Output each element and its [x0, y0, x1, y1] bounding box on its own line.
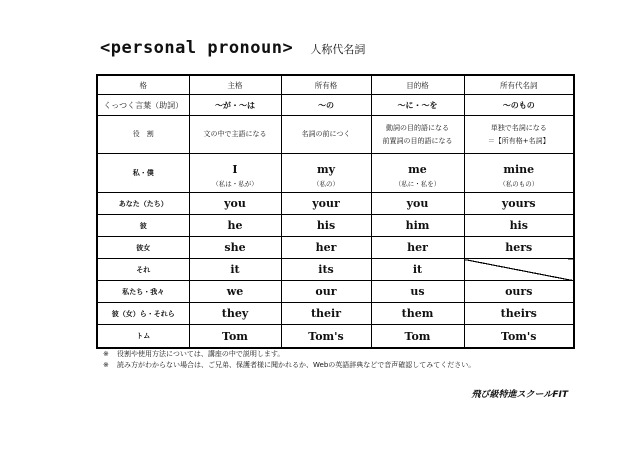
row-label: 彼（女）ら・それら	[97, 303, 189, 325]
note-text: 役割や使用方法については、講座の中で説明します。	[117, 350, 285, 358]
pronoun-word: hers	[464, 237, 574, 259]
pronoun-word: ours	[464, 281, 574, 303]
note-mark: ※	[103, 361, 109, 369]
row-label: 彼	[97, 215, 189, 237]
pronoun-word: their	[281, 303, 371, 325]
document-title	[100, 38, 365, 58]
title-subtitle: 人称代名詞	[310, 43, 366, 56]
pronoun-word: Tom	[371, 325, 464, 349]
pronoun-cell	[464, 154, 574, 193]
role-cell	[371, 116, 464, 154]
pronoun-word: him	[371, 215, 464, 237]
role-text: 前置詞の目的語になる	[382, 136, 453, 145]
pronoun-word: Tom's	[281, 325, 371, 349]
pronoun-row-we	[97, 281, 574, 303]
particle-cell: ～のもの	[464, 95, 574, 116]
role-row	[97, 116, 574, 154]
pronoun-word: she	[189, 237, 281, 259]
pronoun-word: my	[316, 163, 336, 176]
pronoun-table	[96, 74, 575, 349]
pronoun-cell	[189, 154, 281, 193]
row-label: 私たち・我々	[97, 281, 189, 303]
particle-label: くっつく言葉（助詞）	[97, 95, 189, 116]
role-cell	[281, 116, 371, 154]
role-label: 役 割	[97, 116, 189, 154]
particle-cell: ～が・～は	[189, 95, 281, 116]
role-text: 名詞の前につく	[301, 130, 351, 138]
header-nominative: 主格	[189, 75, 281, 95]
pronoun-word: they	[189, 303, 281, 325]
pronoun-meaning: （私は・私が）	[212, 180, 258, 188]
header-objective: 目的格	[371, 75, 464, 95]
pronoun-word: its	[281, 259, 371, 281]
pronoun-word: Tom's	[464, 325, 574, 349]
pronoun-meaning: （私に・私を）	[394, 180, 441, 188]
row-label: トム	[97, 325, 189, 349]
pronoun-word: her	[371, 237, 464, 259]
pronoun-word: it	[189, 259, 281, 281]
pronoun-meaning: （私の）	[313, 180, 339, 188]
particle-cell: ～に・～を	[371, 95, 464, 116]
pronoun-word: your	[281, 193, 371, 215]
title-main: <personal pronoun>	[100, 38, 294, 58]
pronoun-word: theirs	[464, 303, 574, 325]
pronoun-cell	[281, 154, 371, 193]
pronoun-word: yours	[464, 193, 574, 215]
pronoun-word: them	[371, 303, 464, 325]
pronoun-word: his	[464, 215, 574, 237]
pronoun-word: you	[189, 193, 281, 215]
note-line	[103, 349, 475, 360]
pronoun-row-you	[97, 193, 574, 215]
pronoun-word: us	[371, 281, 464, 303]
particle-row	[97, 95, 574, 116]
empty-diagonal-cell	[464, 259, 574, 281]
pronoun-word: he	[189, 215, 281, 237]
pronoun-cell	[371, 154, 464, 193]
pronoun-word: you	[371, 193, 464, 215]
header-row	[97, 75, 574, 95]
school-name: 飛び級特進スクールFIT	[471, 390, 568, 400]
note-text: 読み方がわからない場合は、ご兄弟、保護者様に聞かれるか、Webの英語辞典などで音声確認してみてください。	[117, 361, 476, 369]
notes	[103, 349, 475, 371]
pronoun-meaning: （私のもの）	[499, 180, 539, 188]
role-cell	[189, 116, 281, 154]
role-cell	[464, 116, 574, 154]
row-label: 私・僕	[97, 154, 189, 193]
role-text: 動詞の目的語になる	[386, 123, 449, 132]
pronoun-row-i	[97, 154, 574, 193]
role-text: 文の中で主語になる	[203, 130, 267, 138]
note-mark: ※	[103, 350, 109, 358]
pronoun-row-tom	[97, 325, 574, 349]
pronoun-word: Tom	[189, 325, 281, 349]
pronoun-word: me	[408, 163, 427, 176]
pronoun-row-he	[97, 215, 574, 237]
row-label: それ	[97, 259, 189, 281]
pronoun-row-it	[97, 259, 574, 281]
note-line	[103, 360, 475, 371]
pronoun-word: I	[232, 163, 238, 176]
pronoun-word: we	[189, 281, 281, 303]
row-label: 彼女	[97, 237, 189, 259]
pronoun-word: our	[281, 281, 371, 303]
pronoun-word: her	[281, 237, 371, 259]
role-text: ＝【所有格+名詞】	[487, 136, 550, 145]
pronoun-row-they	[97, 303, 574, 325]
pronoun-word: his	[281, 215, 371, 237]
pronoun-row-she	[97, 237, 574, 259]
particle-cell: ～の	[281, 95, 371, 116]
pronoun-word: mine	[503, 163, 535, 176]
header-possessive: 所有格	[281, 75, 371, 95]
row-label: あなた（たち）	[97, 193, 189, 215]
pronoun-word: it	[371, 259, 464, 281]
header-possessive-pronoun: 所有代名詞	[464, 75, 574, 95]
header-case: 格	[97, 75, 189, 95]
role-text: 単独で名詞になる	[490, 123, 547, 132]
